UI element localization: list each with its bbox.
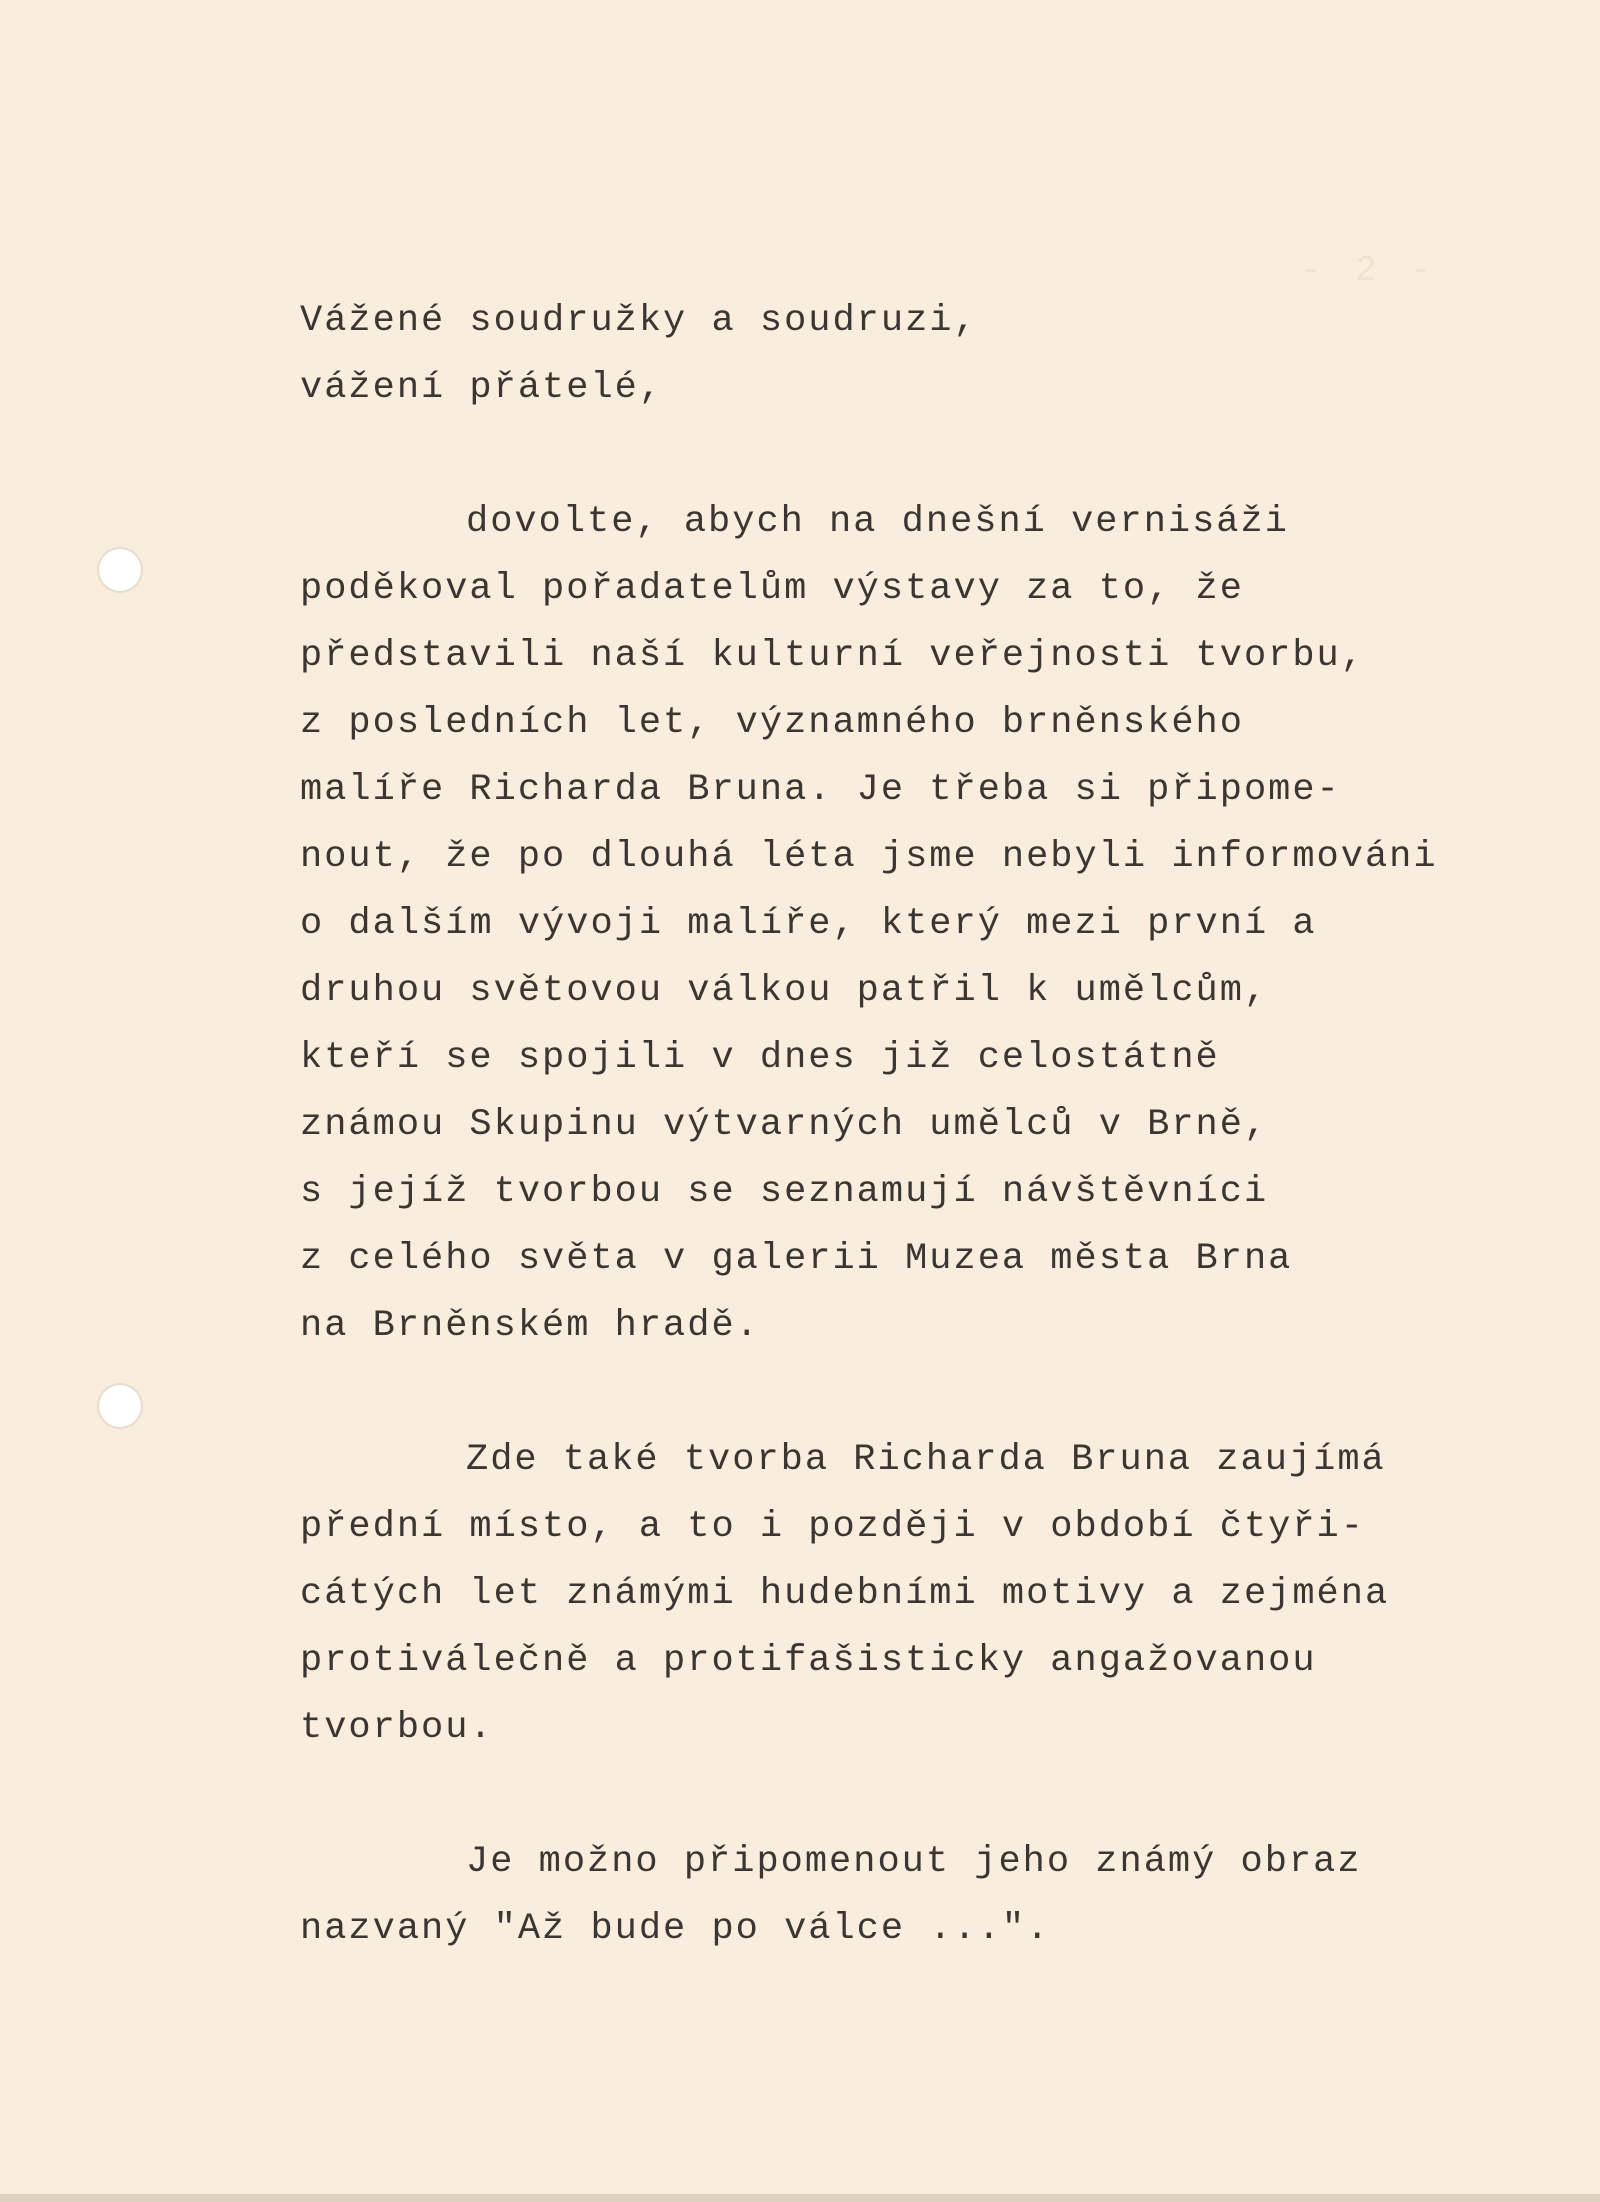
text-line: poděkoval pořadatelům výstavy za to, že [300,568,1244,610]
punch-hole [97,547,143,593]
text-line: druhou světovou válkou patřil k umělcům, [300,970,1269,1012]
text-line: vážení přátelé, [300,367,664,409]
text-line: dovolte, abych na dnešní vernisáži [466,501,1289,543]
salutation [300,288,1560,422]
typed-letter [300,288,1560,1963]
text-line: Vážené soudružky a soudruzi, [300,300,978,342]
paragraph-1 [300,489,1560,1360]
text-line: představili naší kulturní veřejnosti tvorbu, [300,635,1365,677]
text-line: přední místo, a to i později v období čtyři- [300,1506,1365,1548]
text-line: na Brněnském hradě. [300,1305,760,1347]
text-line: Je možno připomenout jeho známý obraz [466,1841,1362,1883]
paragraph-3 [300,1829,1560,1963]
text-line: známou Skupinu výtvarných umělců v Brně, [300,1104,1269,1146]
text-line: tvorbou. [300,1707,494,1749]
text-line: Zde také tvorba Richarda Bruna zaujímá [466,1439,1386,1481]
paragraph-2 [300,1427,1560,1762]
text-line: s jejíž tvorbou se seznamují návštěvníci [300,1171,1269,1213]
text-line: protiválečně a protifašisticky angažovanou [300,1640,1317,1682]
text-line: nout, že po dlouhá léta jsme nebyli informováni [300,836,1438,878]
text-line: nazvaný "Až bude po válce ...". [300,1908,1051,1950]
page-number: - 2 - [1300,250,1439,291]
punch-hole [97,1383,143,1429]
text-line: z celého světa v galerii Muzea města Brna [300,1238,1293,1280]
text-line: cátých let známými hudebními motivy a zejména [300,1573,1390,1615]
text-line: o dalším vývoji malíře, který mezi první a [300,903,1317,945]
text-line: kteří se spojili v dnes již celostátně [300,1037,1220,1079]
text-line: z posledních let, významného brněnského [300,702,1244,744]
page-edge [0,2194,1600,2202]
text-line: malíře Richarda Bruna. Je třeba si připome- [300,769,1341,811]
